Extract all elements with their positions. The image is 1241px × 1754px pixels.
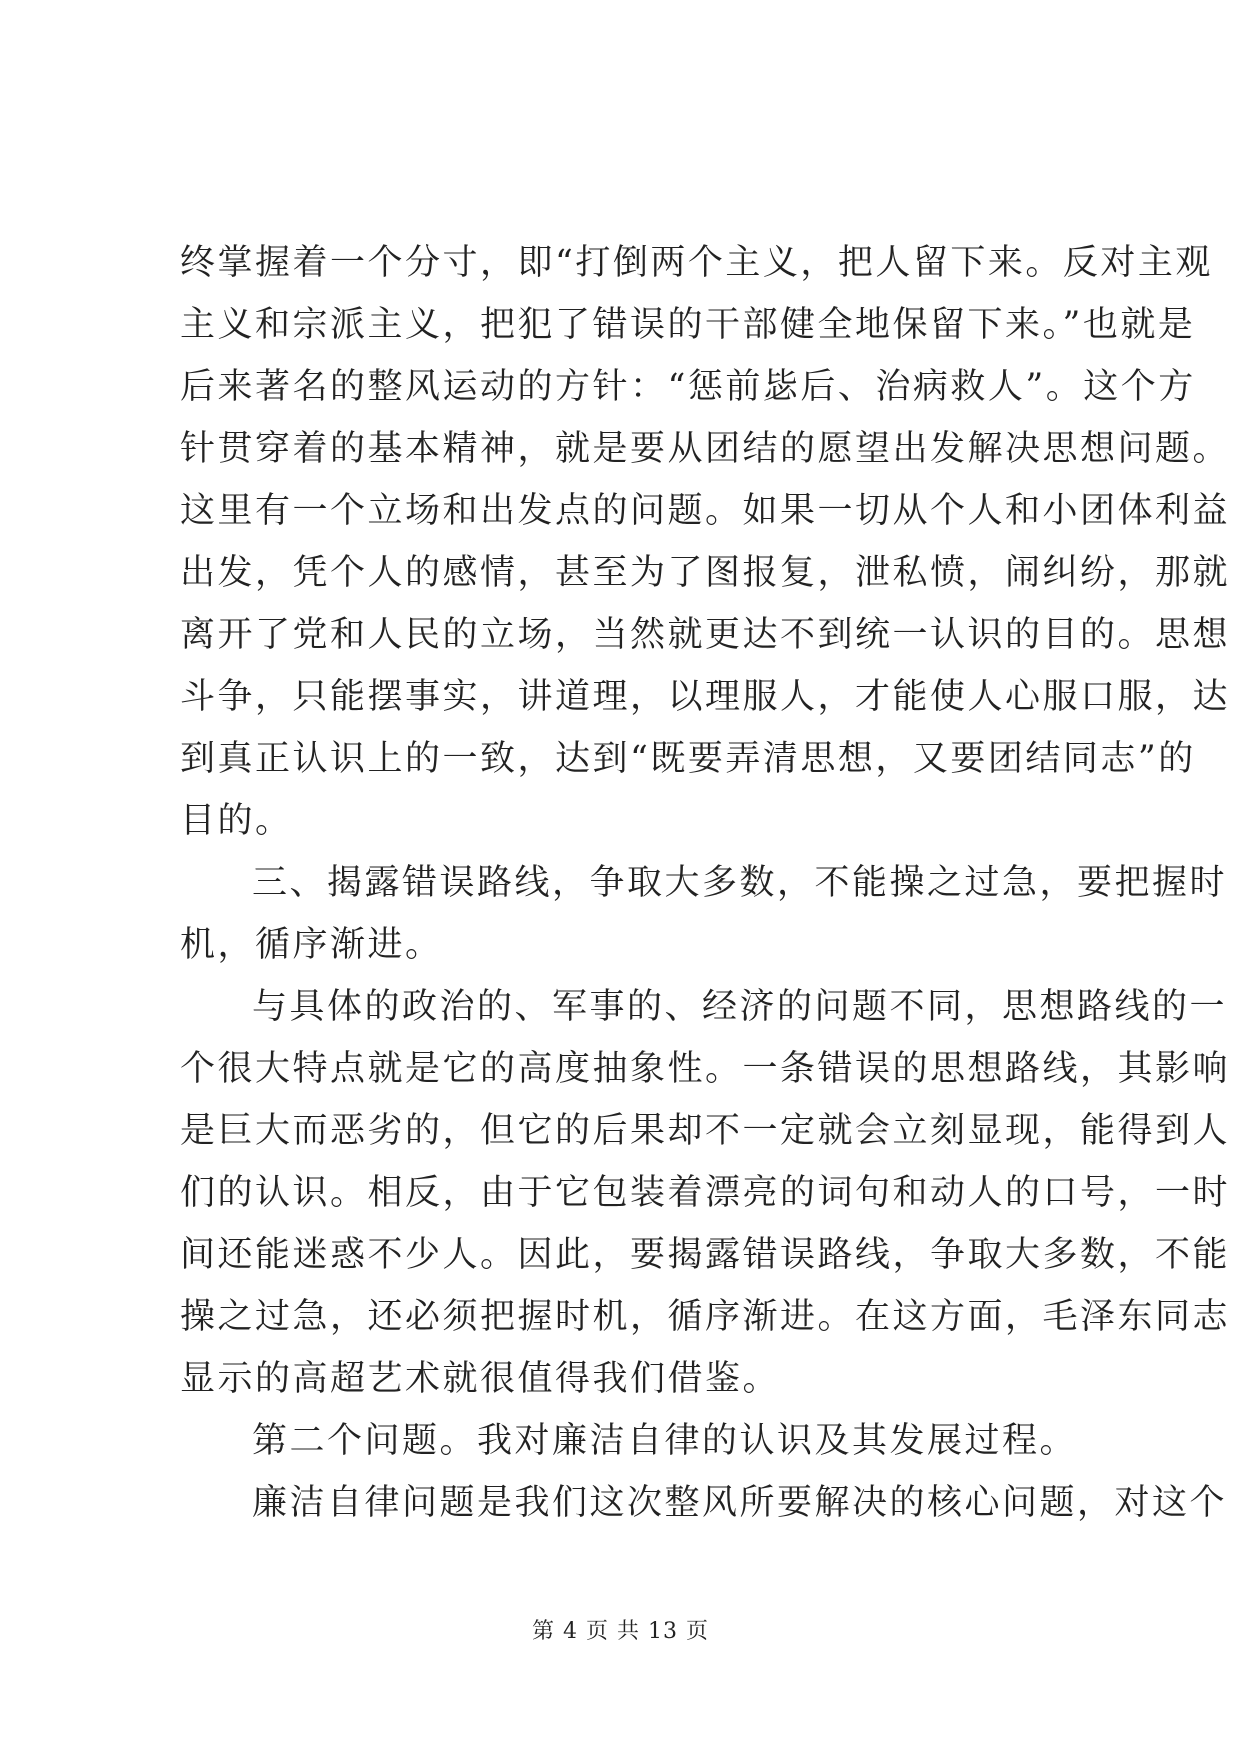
text-line: 主义和宗派主义，把犯了错误的干部健全地保留下来。”也就是 [180,305,1196,345]
page-number: 第 4 页 共 13 页 [532,1619,709,1644]
text-line: 们的认识。相反，由于它包装着漂亮的词句和动人的口号，一时 [180,1173,1231,1213]
text-line: 机，循序渐进。 [180,925,443,965]
text-line: 出发，凭个人的感情，甚至为了图报复，泄私愤，闹纠纷，那就 [180,553,1231,593]
document-body [180,232,1231,1534]
text-line: 个很大特点就是它的高度抽象性。一条错误的思想路线，其影响 [180,1049,1231,1089]
text-line: 是巨大而恶劣的，但它的后果却不一定就会立刻显现，能得到人 [180,1111,1231,1151]
text-line: 间还能迷惑不少人。因此，要揭露错误路线，争取大多数，不能 [180,1235,1231,1275]
text-line: 廉洁自律问题是我们这次整风所要解决的核心问题，对这个 [252,1483,1228,1523]
text-line: 操之过急，还必须把握时机，循序渐进。在这方面，毛泽东同志 [180,1297,1231,1337]
text-line: 显示的高超艺术就很值得我们借鉴。 [180,1359,781,1399]
section-heading: 第二个问题。我对廉洁自律的认识及其发展过程。 [252,1421,1078,1461]
text-line: 目的。 [180,801,293,841]
text-line: 斗争，只能摆事实，讲道理，以理服人，才能使人心服口服，达 [180,677,1231,717]
text-line: 终掌握着一个分寸，即“打倒两个主义，把人留下来。反对主观 [180,243,1213,283]
text-line: 针贯穿着的基本精神，就是要从团结的愿望出发解决思想问题。 [180,429,1231,469]
text-line: 这里有一个立场和出发点的问题。如果一切从个人和小团体利益 [180,491,1231,531]
text-line: 离开了党和人民的立场，当然就更达不到统一认识的目的。思想 [180,615,1231,655]
text-line: 后来著名的整风运动的方针：“惩前毖后、治病救人”。这个方 [180,367,1196,407]
text-line: 与具体的政治的、军事的、经济的问题不同，思想路线的一 [252,987,1228,1027]
section-heading: 三、揭露错误路线，争取大多数，不能操之过急，要把握时 [252,863,1228,903]
text-line: 到真正认识上的一致，达到“既要弄清思想，又要团结同志”的 [180,739,1196,779]
